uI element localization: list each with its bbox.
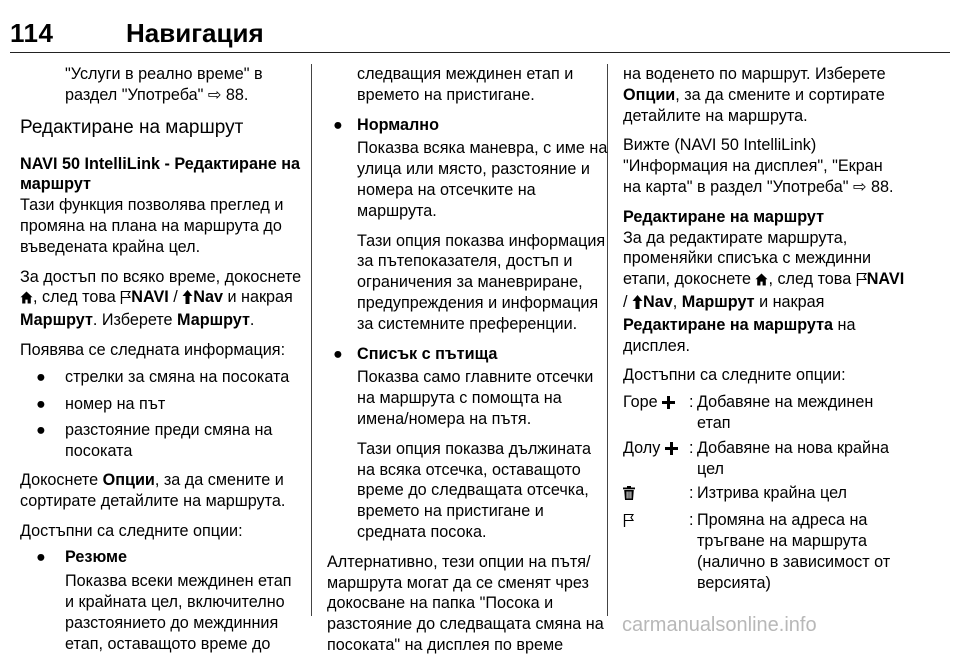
list-item: ● номер на път — [36, 394, 166, 413]
option-description: Показва всяка маневра, с име на улица или място, разстояние и номера на отсечките на маршрута. — [357, 139, 608, 220]
options-intro: Достъпни са следните опции: — [20, 521, 243, 540]
option-description: Показва само главните отсечки на маршрута с помощта на имена/номера на пътя. — [357, 368, 594, 428]
column-divider-1 — [311, 64, 312, 616]
subsection-heading: Редактиране на маршрут — [623, 207, 825, 226]
option-description: Тази опция показва дължината на всяка отсечка, оставащото време до следващата отсечка, времето на пристигане и средната посока. — [357, 439, 591, 541]
page-header — [10, 8, 950, 54]
home-icon — [755, 271, 768, 292]
header-divider — [10, 52, 950, 53]
option-row: Долу : Добавяне на нова крайна цел — [623, 438, 890, 478]
option-description: Тази опция показва информация за пътепоказателя, достъп и ограничения за маневриране, предупреждения и информация за системните преференции. — [357, 231, 606, 333]
navigation-arrow-icon — [632, 294, 643, 315]
home-icon — [20, 289, 33, 310]
option-title: ● Списък с пътища — [333, 344, 498, 363]
column-2 — [327, 64, 609, 665]
option-title: ● Нормално — [333, 115, 439, 134]
watermark: carmanualsonline.info — [622, 614, 817, 636]
option-description-continued: следващия междинен етап и времето на пристигане. — [357, 65, 574, 104]
info-intro: Появява се следната информация: — [20, 340, 286, 359]
reference-paragraph: Вижте (NAVI 50 IntelliLink) "Информация на дисплея", "Екран на карта" в раздел "Употреба" ⇨ 88. — [623, 136, 894, 196]
option-row: : Промяна на адреса на тръгване на маршрута (налично в зависимост от версията) — [623, 510, 905, 593]
page-number: 114 — [10, 18, 54, 48]
page-title: Навигация — [126, 18, 264, 48]
column-3 — [623, 64, 905, 597]
flag-icon — [120, 289, 131, 310]
options-intro: Достъпни са следните опции: — [623, 366, 846, 385]
subsection-heading: NAVI 50 IntelliLink - Редактиране на маршрут — [20, 154, 301, 194]
intro-paragraph: Тази функция позволява преглед и промяна на плана на маршрута до въведената крайна цел. — [20, 196, 284, 256]
option-title: ● Резюме — [36, 548, 128, 567]
trash-icon — [623, 485, 635, 506]
navigation-arrow-icon — [182, 289, 193, 310]
list-item: ● разстояние преди смяна на посоката — [36, 421, 273, 461]
edit-paragraph: За да редактирате маршрута, променяйки списъка с междинни етапи, докоснете , след това NAVI / Nav, Маршрут и накрая Редактиране на маршрута на дисплея. — [623, 228, 905, 355]
access-paragraph: За достъп по всяко време, докоснете , след това NAVI / Nav и накрая Маршрут. Изберете Маршрут. — [20, 267, 302, 330]
list-item: ● стрелки за смяна на посоката — [36, 367, 290, 386]
continued-paragraph: на воденето по маршрут. Изберете Опции, за да смените и сортирате детайлите на маршрута. — [623, 65, 886, 125]
plus-icon — [665, 440, 678, 461]
column-1 — [20, 64, 302, 663]
flag-icon — [856, 271, 867, 292]
flag-icon — [623, 512, 634, 533]
options-paragraph: Докоснете Опции, за да смените и сортирате детайлите на маршрута. — [20, 470, 286, 510]
option-row: Горе : Добавяне на междинен етап — [623, 393, 874, 432]
continued-text: "Услуги в реално време" в раздел "Употреба" ⇨ 88. — [65, 65, 263, 104]
alternative-paragraph: Алтернативно, тези опции на пътя/ маршрута могат да се сменят чрез докосване на папка "Посока и разстояние до следващата смяна на посоката" на дисплея по време — [327, 552, 604, 654]
option-row: : Изтрива крайна цел — [623, 483, 905, 506]
option-description: Показва всеки междинен етап и крайната цел, включително разстоянието до междинния етап, оставащото време до — [65, 572, 292, 653]
section-heading: Редактиране на маршрут — [20, 116, 244, 138]
plus-icon — [662, 394, 675, 415]
